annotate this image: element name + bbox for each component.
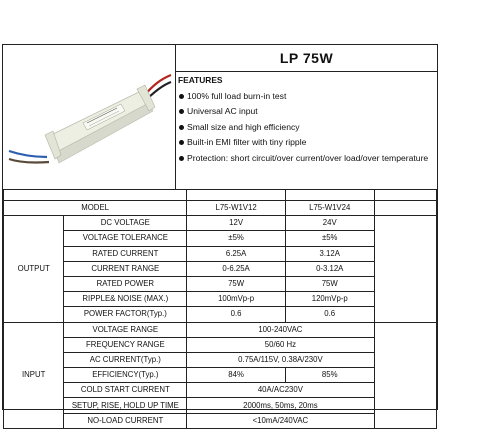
table-row: POWER FACTOR(Typ.) 0.6 0.6 — [4, 307, 437, 322]
bullet-icon — [179, 140, 184, 145]
model-2: L75-W1V24 — [285, 201, 374, 216]
spacer-row — [4, 190, 437, 201]
bullet-icon — [179, 94, 184, 99]
product-title: LP 75W — [176, 45, 437, 72]
table-row: SETUP, RISE, HOLD UP TIME 2000ms, 50ms, 20ms — [4, 398, 437, 413]
table-row: EFFICIENCY(Typ.) 84% 85% — [4, 368, 437, 383]
table-row: RIPPLE& NOISE (MAX.) 100mVp-p 120mVp-p — [4, 292, 437, 307]
table-row: RATED POWER 75W 75W — [4, 276, 437, 291]
feature-item: Small size and high efficiency — [178, 120, 435, 136]
table-row: VOLTAGE TOLERANCE ±5% ±5% — [4, 231, 437, 246]
header-section — [3, 45, 437, 190]
table-row: INPUT VOLTAGE RANGE 100-240VAC — [4, 322, 437, 337]
table-row: COLD START CURRENT 40A/AC230V — [4, 383, 437, 398]
table-row: RATED CURRENT 6.25A 3.12A — [4, 246, 437, 261]
feature-item: Protection: short circuit/over current/over load/over temperature — [178, 151, 435, 167]
model-row — [4, 201, 437, 216]
table-row: OUTPUT DC VOLTAGE 12V 24V — [4, 216, 437, 231]
spec-table — [3, 189, 437, 429]
feature-item: Universal AC input — [178, 104, 435, 120]
table-row: NO-LOAD CURRENT <10mA/240VAC — [4, 413, 437, 428]
features-heading: FEATURES — [178, 75, 223, 85]
output-group-label: OUTPUT — [4, 216, 64, 322]
feature-item: 100% full load burn-in test — [178, 89, 435, 105]
table-row: CURRENT RANGE 0-6.25A 0-3.12A — [4, 261, 437, 276]
product-photo — [3, 45, 176, 189]
model-label: MODEL — [4, 201, 187, 216]
spec-sheet — [2, 44, 438, 425]
bullet-icon — [179, 156, 184, 161]
bullet-icon — [179, 125, 184, 130]
input-group-label: INPUT — [4, 322, 64, 428]
feature-item: Built-in EMI filter with tiny ripple — [178, 135, 435, 151]
table-row: FREQUENCY RANGE 50/60 Hz — [4, 337, 437, 352]
table-row: AC CURRENT(Typ.) 0.75A/115V, 0.38A/230V — [4, 352, 437, 367]
bullet-icon — [179, 109, 184, 114]
power-supply-image — [3, 45, 175, 189]
model-1: L75-W1V12 — [187, 201, 286, 216]
features-list — [178, 73, 435, 166]
